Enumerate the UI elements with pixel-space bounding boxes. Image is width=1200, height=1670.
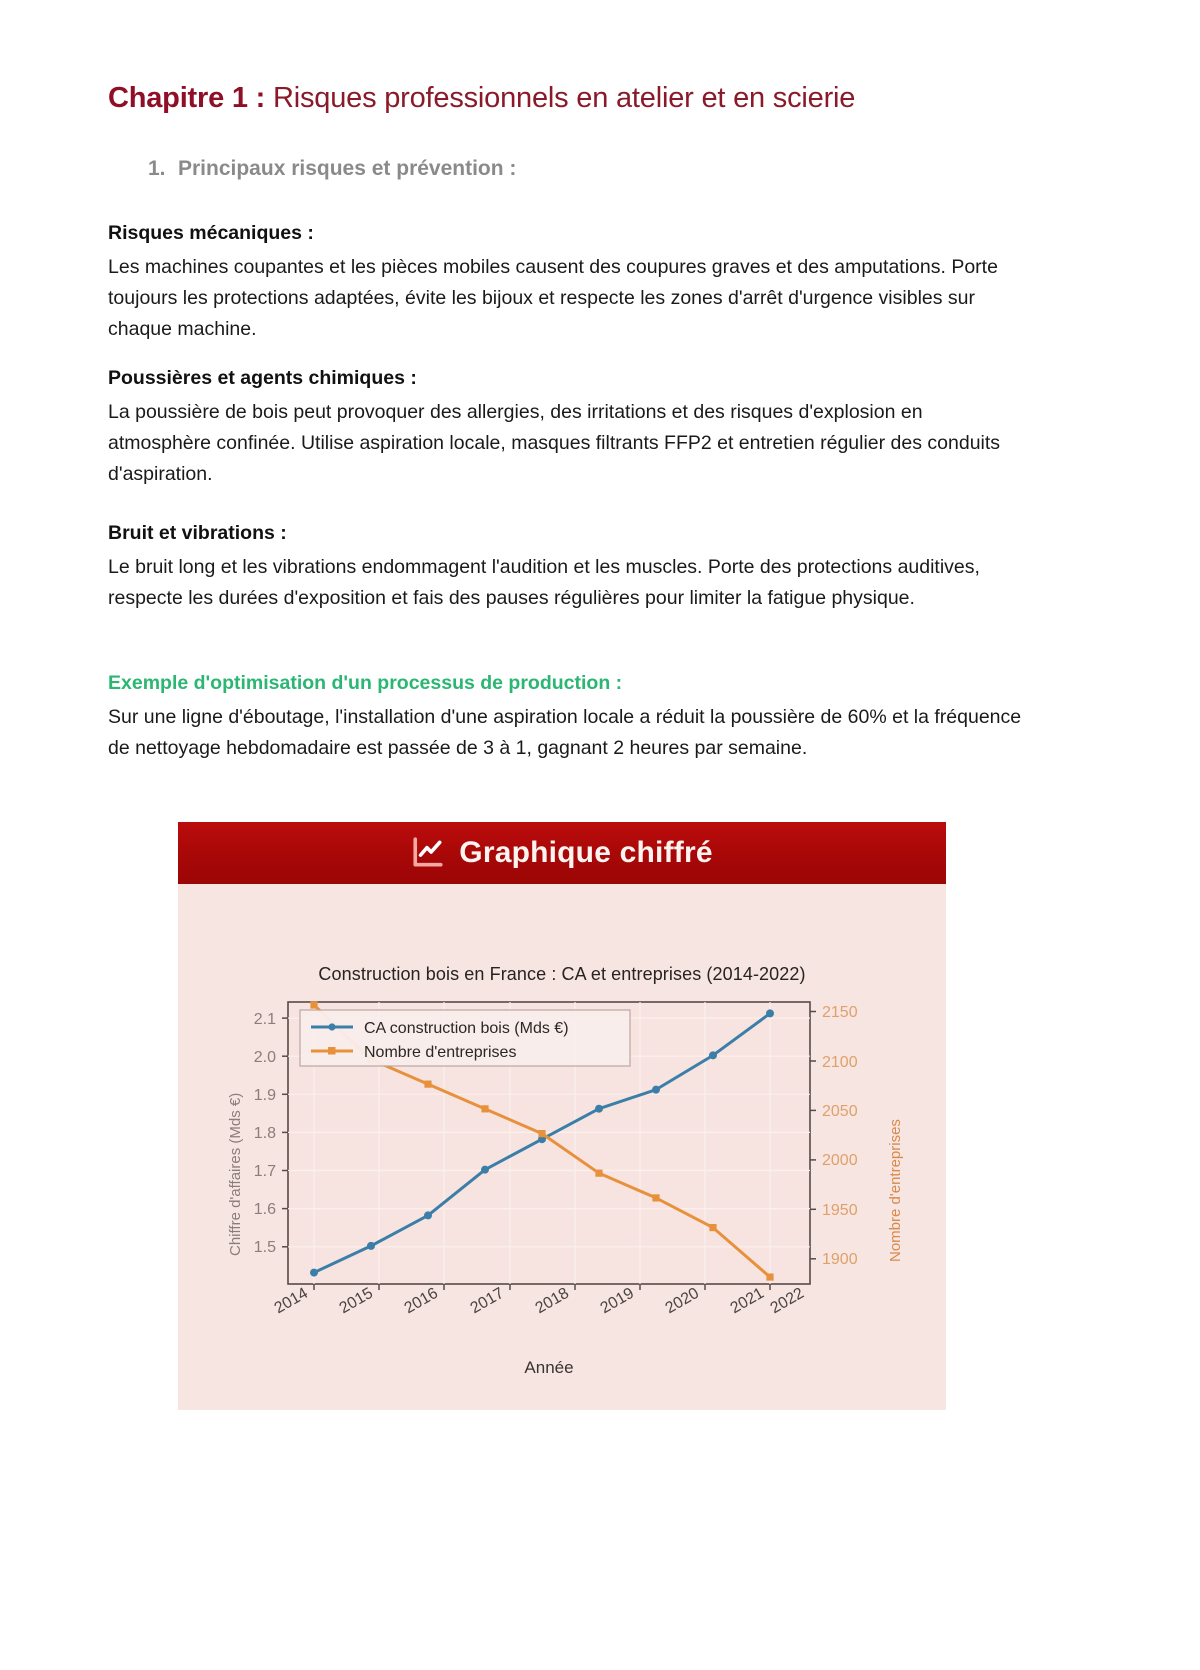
x-axis-title: Année	[524, 1358, 574, 1377]
chart-title: Construction bois en France : CA et entreprises (2014-2022)	[318, 964, 806, 984]
y-tick-label: 2.1	[253, 1011, 276, 1028]
section-title: Principaux risques et prévention :	[178, 157, 517, 180]
chart-plot-area	[178, 884, 946, 1410]
section-number: 1.	[148, 157, 166, 180]
block-text: La poussière de bois peut provoquer des allergies, des irritations et des risques d'explosion en atmosphère confinée. Utilise aspiration locale, masques filtrants FFP2 et entretien régulier des conduits d'aspiration.	[108, 401, 1001, 485]
y-tick-label: 1.7	[253, 1163, 276, 1180]
y-tick-label-right: 1900	[822, 1251, 858, 1268]
x-tick-label: 2019	[597, 1284, 637, 1318]
section-exemple-optimisation	[108, 672, 1028, 764]
chart-card	[178, 822, 946, 1410]
y-tick-label-right: 2150	[822, 1004, 858, 1021]
block-text: Sur une ligne d'éboutage, l'installation d'une aspiration locale a réduit la poussière de 60% et la fréquence de nettoyage hebdomadaire est passée de 3 à 1, gagnant 2 heures par semaine.	[108, 706, 1022, 759]
block-heading: Bruit et vibrations :	[108, 522, 287, 544]
x-tick-label: 2021	[727, 1284, 767, 1318]
y-tick-label: 1.8	[253, 1125, 276, 1142]
block-heading: Poussières et agents chimiques :	[108, 367, 417, 389]
series-marker	[424, 1081, 431, 1088]
y-tick-label-right: 2100	[822, 1054, 858, 1071]
block-text: Les machines coupantes et les pièces mobiles causent des coupures graves et des amputations. Porte toujours les protections adaptées, évite les bijoux et respecte les zones d'arrêt d'urgence visibles sur chaque machine.	[108, 256, 998, 340]
series-marker	[709, 1224, 716, 1231]
chapter-label: Chapitre 1 :	[108, 82, 266, 114]
block-heading: Risques mécaniques :	[108, 222, 314, 244]
series-marker	[538, 1130, 545, 1137]
x-axis-ticks	[314, 1284, 770, 1290]
series-marker	[310, 1269, 318, 1277]
series-marker	[310, 1001, 317, 1008]
legend-label: CA construction bois (Mds €)	[364, 1020, 569, 1037]
chapter-title: Risques professionnels en atelier et en scierie	[273, 82, 856, 114]
x-tick-label: 2017	[467, 1284, 507, 1318]
legend-label: Nombre d'entreprises	[364, 1044, 517, 1061]
series-marker	[367, 1242, 375, 1250]
series-marker	[481, 1105, 488, 1112]
banner-title: Graphique chiffré	[459, 836, 713, 869]
series-marker	[766, 1009, 774, 1017]
chart-svg	[178, 884, 946, 1410]
series-marker	[709, 1051, 717, 1059]
y-tick-label: 1.9	[253, 1087, 276, 1104]
y-tick-label-right: 1950	[822, 1202, 858, 1219]
block-heading: Exemple d'optimisation d'un processus de production :	[108, 672, 623, 694]
y-axis-right-ticks	[810, 1012, 816, 1259]
series-marker	[481, 1166, 489, 1174]
series-marker	[766, 1273, 773, 1280]
x-tick-label: 2018	[532, 1284, 572, 1318]
y-tick-label: 1.5	[253, 1239, 276, 1256]
y-axis-title-left: Chiffre d'affaires (Mds €)	[227, 1092, 244, 1256]
section-heading	[148, 157, 516, 181]
series-marker	[652, 1194, 659, 1201]
y-axis-left-ticks	[282, 1018, 288, 1247]
series-marker	[595, 1170, 602, 1177]
x-tick-label: 2014	[271, 1284, 311, 1318]
x-tick-label: 2015	[336, 1284, 376, 1318]
series-marker	[424, 1211, 432, 1219]
section-risques-mecaniques	[108, 222, 1028, 345]
y-tick-label-right: 2000	[822, 1152, 858, 1169]
y-axis-title-right: Nombre d'entreprises	[887, 1119, 904, 1262]
y-tick-label-right: 2050	[822, 1103, 858, 1120]
x-tick-label: 2020	[662, 1284, 702, 1318]
y-tick-label: 1.6	[253, 1201, 276, 1218]
chart-legend	[300, 1010, 630, 1066]
section-poussieres-chimiques	[108, 367, 1028, 490]
chart-banner	[178, 822, 946, 884]
y-tick-label: 2.0	[253, 1049, 276, 1066]
x-tick-label: 2022	[767, 1284, 807, 1318]
line-chart-icon	[411, 836, 445, 870]
section-bruit-vibrations	[108, 522, 1028, 614]
page-title	[108, 82, 855, 115]
series-marker	[595, 1105, 603, 1113]
series-marker	[652, 1086, 660, 1094]
block-text: Le bruit long et les vibrations endommagent l'audition et les muscles. Porte des protections auditives, respecte les durées d'exposition et fais des pauses régulières pour limiter la fatigue physique.	[108, 556, 980, 609]
x-tick-label: 2016	[401, 1284, 441, 1318]
